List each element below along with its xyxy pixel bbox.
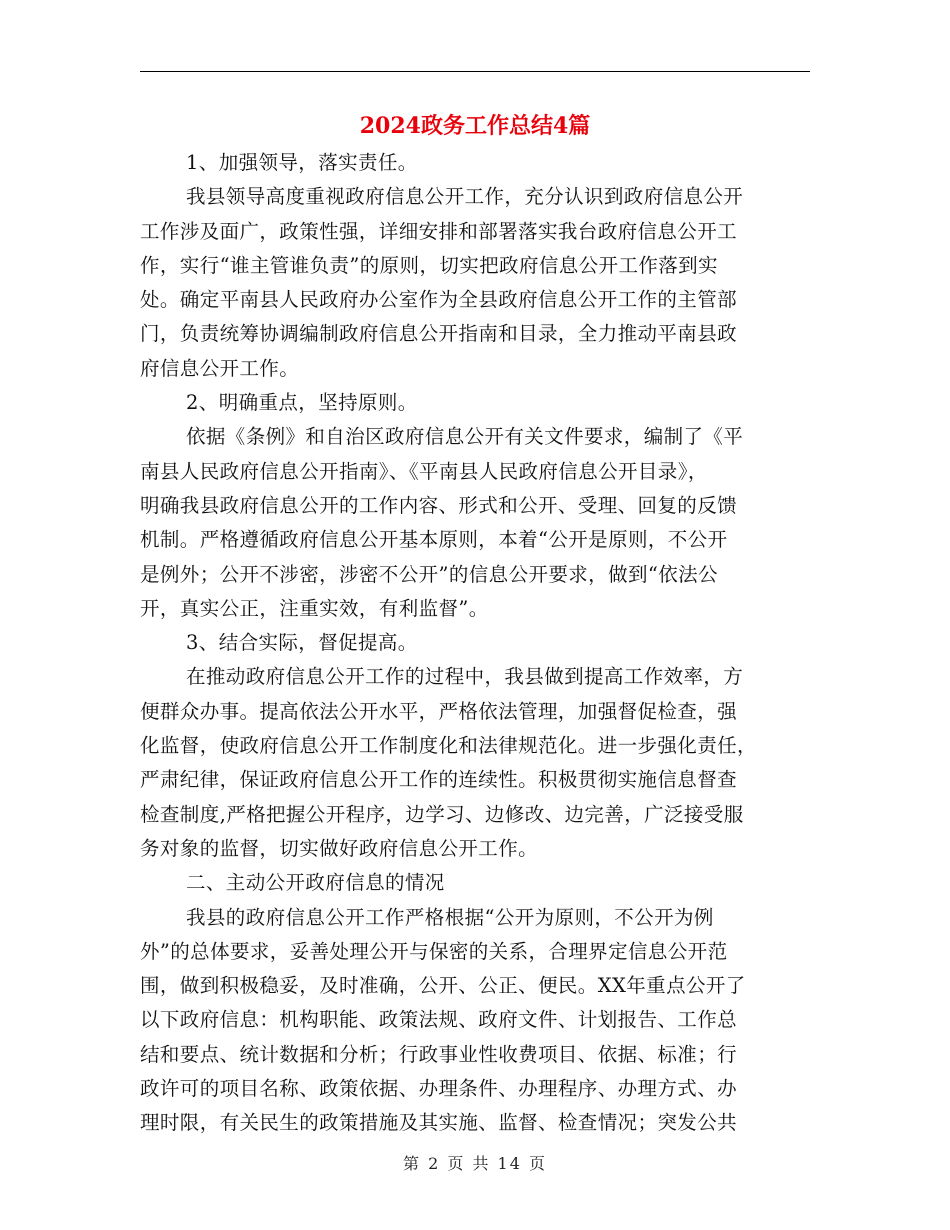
text-line: 我县的政府信息公开工作严格根据“公开为原则，不公开为例 <box>186 905 714 929</box>
header-rule <box>140 71 810 72</box>
page-footer: 第 2 页 共 14 页 <box>403 1154 547 1173</box>
text-line: 严肃纪律，保证政府信息公开工作的连续性。积极贯彻实施信息督查 <box>140 768 738 792</box>
text-line: 府信息公开工作。 <box>140 356 300 380</box>
text-line: 工作涉及面广，政策性强，详细安排和部署落实我台政府信息公开工 <box>140 219 738 243</box>
text-line: 在推动政府信息公开工作的过程中，我县做到提高工作效率，方 <box>186 665 744 689</box>
text-line: 理时限，有关民生的政策措施及其实施、监督、检查情况；突发公共 <box>140 1111 738 1135</box>
text-line: 我县领导高度重视政府信息公开工作，充分认识到政府信息公开 <box>186 185 744 209</box>
text-line: 明确我县政府信息公开的工作内容、形式和公开、受理、回复的反馈 <box>140 493 738 517</box>
text-line: 化监督，使政府信息公开工作制度化和法律规范化。进一步强化责任， <box>140 734 757 758</box>
text-line: 政许可的项目名称、政策依据、办理条件、办理程序、办理方式、办 <box>140 1077 738 1101</box>
text-line: 3、结合实际，督促提高。 <box>186 631 418 655</box>
text-line: 结和要点、统计数据和分析；行政事业性收费项目、依据、标准；行 <box>140 1042 738 1066</box>
text-line: 处。确定平南县人民政府办公室作为全县政府信息公开工作的主管部 <box>140 288 738 312</box>
text-line: 外”的总体要求，妥善处理公开与保密的关系，合理界定信息公开范 <box>140 939 728 963</box>
text-line: 1、加强领导，落实责任。 <box>186 151 418 174</box>
text-line: 二、主动公开政府信息的情况 <box>186 871 445 895</box>
text-line: 检查制度,严格把握公开程序，边学习、边修改、边完善，广泛接受服 <box>140 802 744 826</box>
text-line: 便群众办事。提高依法公开水平，严格依法管理，加强督促检查，强 <box>140 699 738 723</box>
text-line: 是例外；公开不涉密，涉密不公开”的信息公开要求，做到“依法公 <box>140 562 718 586</box>
text-line: 2、明确重点，坚持原则。 <box>186 391 418 415</box>
text-line: 以下政府信息：机构职能、政策法规、政府文件、计划报告、工作总 <box>140 1008 738 1032</box>
text-line: 作，实行“谁主管谁负责”的原则，切实把政府信息公开工作落到实 <box>140 253 718 277</box>
text-line: 务对象的监督，切实做好政府信息公开工作。 <box>140 836 539 860</box>
text-line: 依据《条例》和自治区政府信息公开有关文件要求，编制了《平 <box>186 425 744 449</box>
text-line: 围，做到积极稳妥，及时准确，公开、公正、便民。XX年重点公开了 <box>140 974 746 998</box>
text-line: 南县人民政府信息公开指南》、《平南县人民政府信息公开目录》， <box>140 459 708 483</box>
document-body <box>140 146 812 1141</box>
text-line: 机制。严格遵循政府信息公开基本原则，本着“公开是原则，不公开 <box>140 528 728 552</box>
text-line: 开，真实公正，注重实效，有利监督”。 <box>140 596 489 620</box>
document-title: 2024政务工作总结4篇 <box>359 113 591 139</box>
text-line: 门，负责统筹协调编制政府信息公开指南和目录，全力推动平南县政 <box>140 322 738 346</box>
